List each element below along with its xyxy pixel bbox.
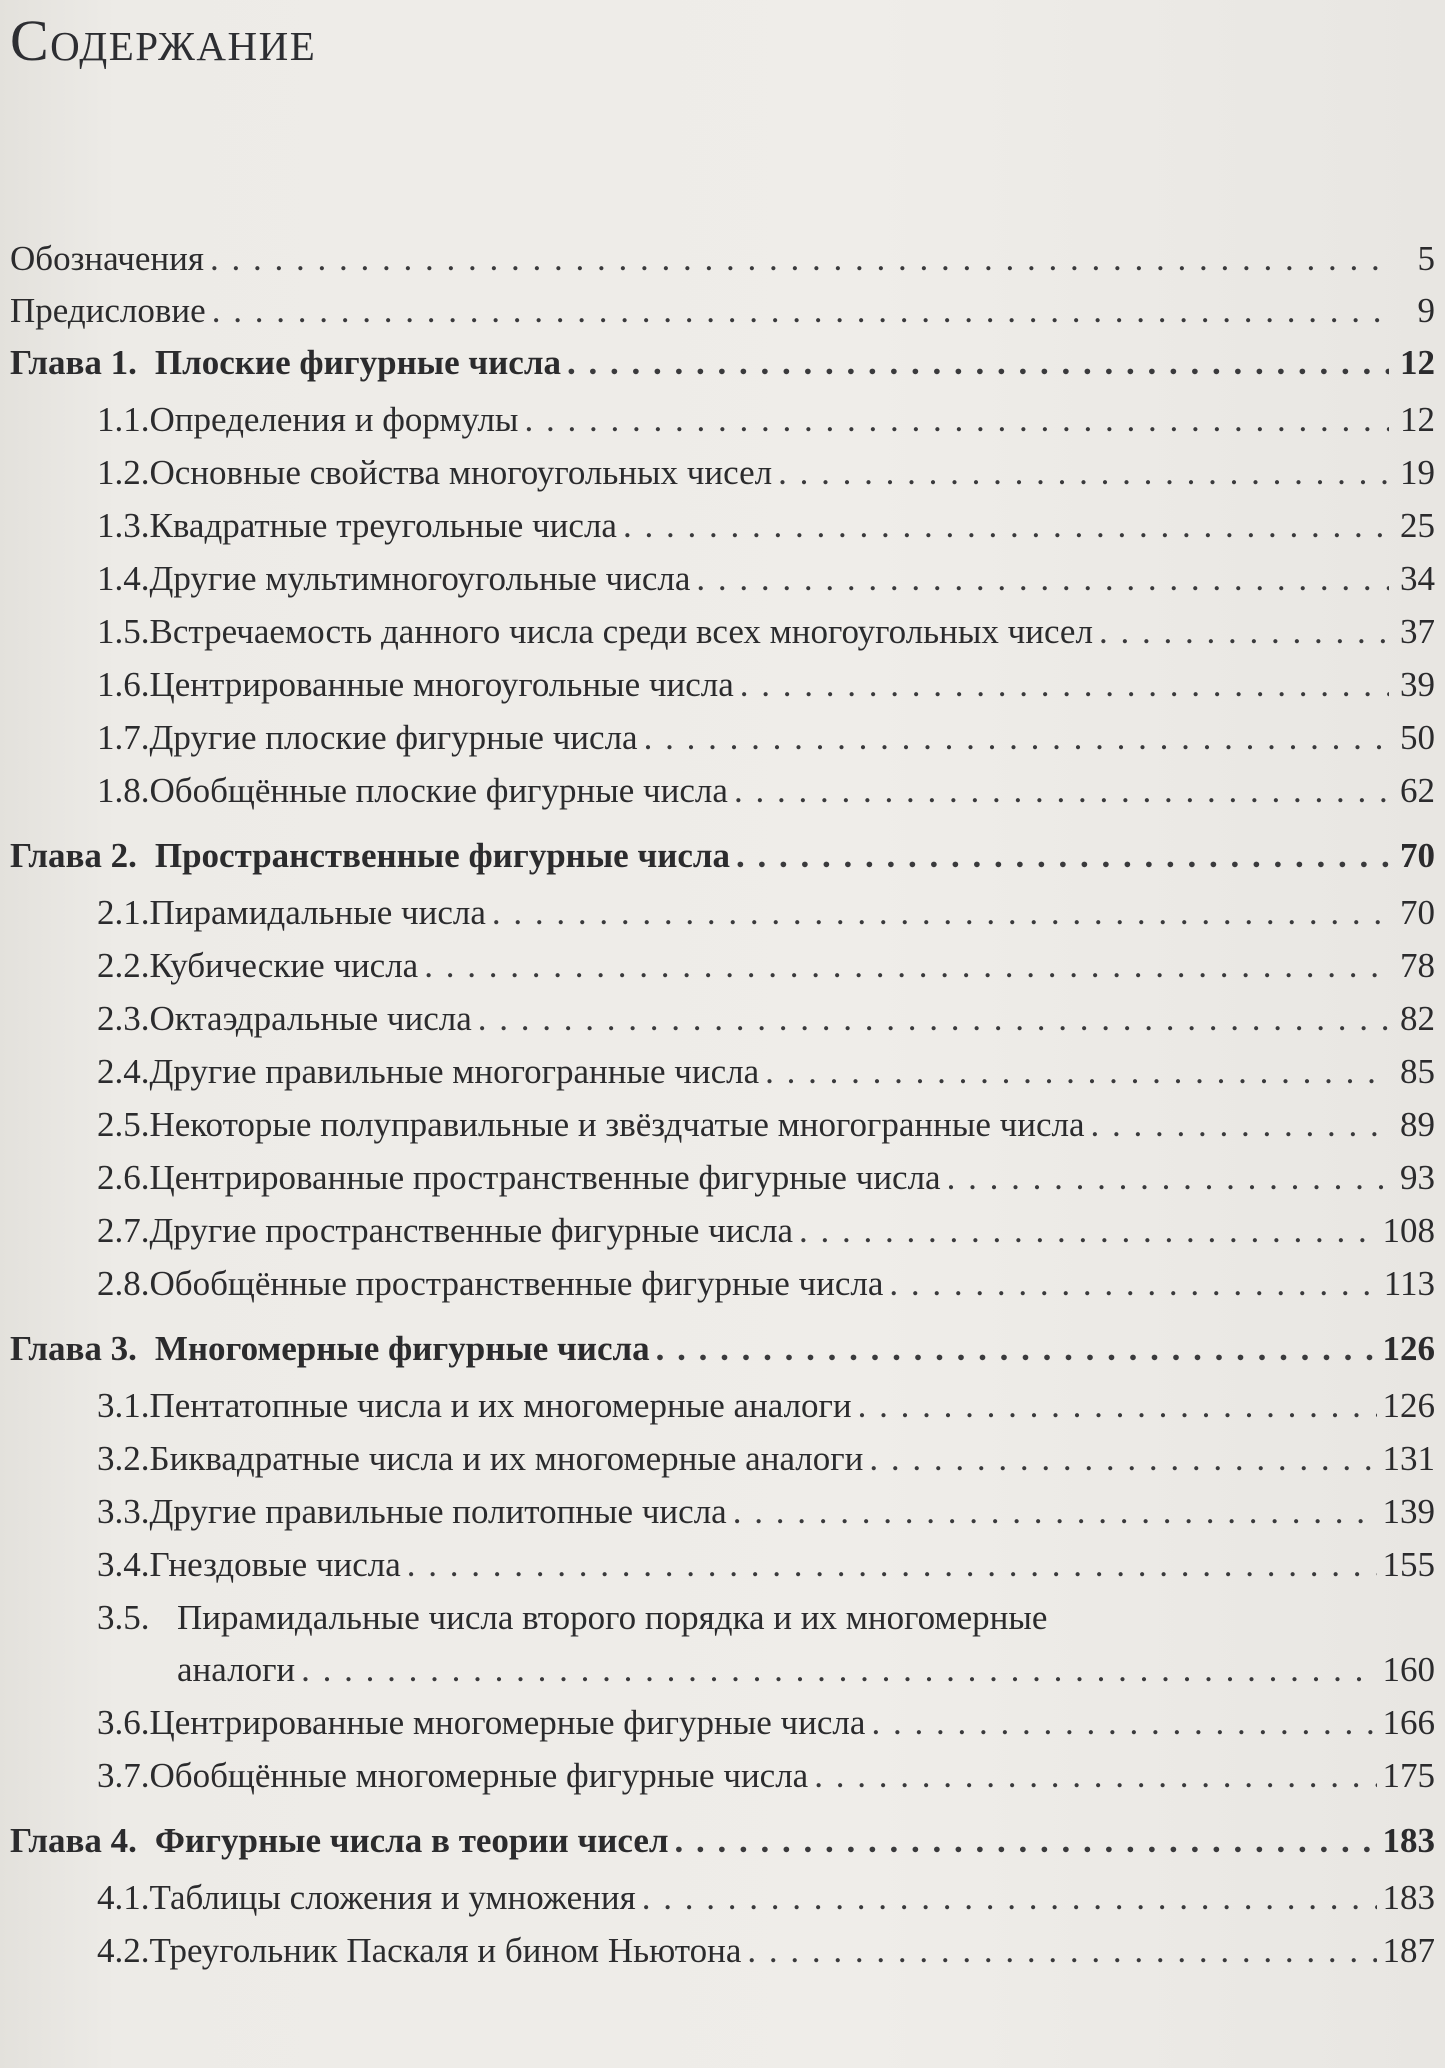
page-number: 82 [1400, 999, 1435, 1038]
section-title: Центрированные пространственные фигурные числа [149, 1158, 941, 1197]
page-number: 25 [1400, 506, 1435, 545]
section-number: 2.6. [97, 1158, 150, 1197]
page-number: 39 [1400, 665, 1435, 704]
section-title: Центрированные многоугольные числа [149, 665, 734, 704]
page-number: 175 [1382, 1756, 1435, 1795]
toc-entry[interactable] [97, 891, 1435, 935]
section-title: Обобщённые многомерные фигурные числа [149, 1756, 809, 1795]
toc-entry[interactable] [97, 1384, 1435, 1428]
page-number: 139 [1382, 1492, 1435, 1531]
page-number: 62 [1400, 771, 1435, 810]
section-title: Некоторые полуправильные и звёздчатые многогранные числа [149, 1105, 1085, 1144]
section-title: Другие плоские фигурные числа [149, 718, 638, 757]
section-number: 2.1. [97, 893, 150, 932]
dot-leader [814, 1754, 1376, 1798]
section-number: 3.4. [97, 1545, 150, 1584]
section-number: 1.7. [97, 718, 150, 757]
page-number: 9 [1417, 291, 1435, 330]
dot-leader [799, 1209, 1376, 1253]
section-title: Таблицы сложения и умножения [149, 1878, 636, 1917]
toc-entry[interactable] [97, 1543, 1435, 1587]
toc-entry[interactable] [97, 1490, 1435, 1534]
section-title: Другие правильные многогранные числа [149, 1052, 760, 1091]
section-number: 2.8. [97, 1264, 150, 1303]
chapter-entry[interactable] [10, 1819, 1435, 1863]
dot-leader [871, 1701, 1376, 1745]
section-number: 4.1. [97, 1878, 150, 1917]
section-number: 1.5. [97, 612, 150, 651]
dot-leader [696, 557, 1389, 601]
section-title: Предисловие [10, 291, 206, 330]
dot-leader [623, 504, 1389, 548]
page-number: 187 [1382, 1931, 1435, 1970]
toc-entry[interactable] [97, 451, 1435, 495]
page-number: 126 [1382, 1386, 1435, 1425]
page-number: 70 [1400, 836, 1435, 875]
chapter-title: Пространственные фигурные числа [154, 836, 731, 875]
dot-leader [478, 997, 1389, 1041]
dot-leader [656, 1327, 1377, 1371]
page-number: 183 [1382, 1878, 1435, 1917]
page-number: 166 [1382, 1703, 1435, 1742]
section-title: Центрированные многомерные фигурные числа [149, 1703, 866, 1742]
page-number: 78 [1400, 946, 1435, 985]
section-number: 2.4. [97, 1052, 150, 1091]
toc-entry[interactable] [97, 1103, 1435, 1147]
chapter-entry[interactable] [10, 834, 1435, 878]
dot-leader [740, 663, 1389, 707]
page-number: 126 [1382, 1329, 1435, 1368]
page-number: 93 [1400, 1158, 1435, 1197]
chapter-number: Глава 3. [10, 1329, 137, 1368]
chapter-number: Глава 2. [10, 836, 137, 875]
section-title: Кубические числа [149, 946, 419, 985]
dot-leader [869, 1437, 1376, 1481]
chapter-title: Фигурные числа в теории чисел [154, 1821, 669, 1860]
page-number: 131 [1382, 1439, 1435, 1478]
section-number: 2.7. [97, 1211, 150, 1250]
dot-leader [675, 1819, 1377, 1863]
toc-entry[interactable] [97, 944, 1435, 988]
toc-entry[interactable] [97, 610, 1435, 654]
section-number: 1.3. [97, 506, 150, 545]
section-title: Встречаемость данного числа среди всех многоугольных чисел [149, 612, 1093, 651]
toc-entry[interactable] [97, 1209, 1435, 1253]
dot-leader [778, 451, 1389, 495]
section-number: 2.2. [97, 946, 150, 985]
section-number: 4.2. [97, 1931, 150, 1970]
dot-leader [407, 1543, 1377, 1587]
section-number: 3.1. [97, 1386, 150, 1425]
section-number: 1.1. [97, 400, 150, 439]
dot-leader [301, 1648, 1376, 1692]
chapter-number: Глава 1. [10, 343, 137, 382]
section-title: Октаэдральные числа [149, 999, 472, 1038]
dot-leader [736, 834, 1389, 878]
toc-entry[interactable] [97, 997, 1435, 1041]
page-number: 50 [1400, 718, 1435, 757]
page-number: 70 [1400, 893, 1435, 932]
section-number: 3.5. [97, 1598, 150, 1637]
page-number: 183 [1382, 1821, 1435, 1860]
toc-entry[interactable] [97, 1701, 1435, 1745]
toc-entry[interactable] [97, 1050, 1435, 1094]
section-number: 1.6. [97, 665, 150, 704]
dot-leader [1091, 1103, 1389, 1147]
section-title: Треугольник Паскаля и бином Ньютона [149, 1931, 742, 1970]
section-title: Квадратные треугольные числа [149, 506, 617, 545]
toc-entry[interactable] [97, 1262, 1435, 1306]
dot-leader [492, 891, 1389, 935]
page-number: 89 [1400, 1105, 1435, 1144]
dot-leader [212, 289, 1389, 333]
section-title: Пирамидальные числа второго порядка и их многомерные [177, 1598, 1048, 1637]
section-title: Другие мультимногоугольные числа [149, 559, 691, 598]
section-title: Другие правильные политопные числа [149, 1492, 727, 1531]
chapter-entry[interactable] [10, 341, 1435, 385]
dot-leader [642, 1876, 1377, 1920]
section-title-first-line [97, 1596, 1047, 1640]
dot-leader [1099, 610, 1389, 654]
page-number: 34 [1400, 559, 1435, 598]
section-number: 3.2. [97, 1439, 150, 1478]
toc-entry[interactable] [97, 663, 1435, 707]
section-title: Другие пространственные фигурные числа [149, 1211, 794, 1250]
section-number: 3.3. [97, 1492, 150, 1531]
toc-entry[interactable] [177, 1648, 1435, 1692]
dot-leader [210, 237, 1389, 281]
toc-entry[interactable] [97, 1929, 1435, 1973]
section-number: 1.2. [97, 453, 150, 492]
section-title: Обобщённые плоские фигурные числа [149, 771, 728, 810]
page-number: 37 [1400, 612, 1435, 651]
dot-leader [644, 716, 1389, 760]
section-title: Определения и формулы [149, 400, 519, 439]
dot-leader [734, 769, 1389, 813]
page-number: 12 [1400, 400, 1435, 439]
toc-entry[interactable] [97, 1437, 1435, 1481]
dot-leader [733, 1490, 1377, 1534]
page-number: 12 [1400, 343, 1435, 382]
section-title: Пентатопные числа и их многомерные аналоги [149, 1386, 852, 1425]
toc-entry[interactable] [97, 398, 1435, 442]
dot-leader [858, 1384, 1377, 1428]
toc-entry[interactable] [97, 557, 1435, 601]
toc-entry[interactable] [97, 504, 1435, 548]
dot-leader [889, 1262, 1377, 1306]
section-title: Основные свойства многоугольных чисел [149, 453, 773, 492]
dot-leader [747, 1929, 1376, 1973]
toc-entry[interactable] [97, 769, 1435, 813]
page-number: 113 [1383, 1264, 1435, 1303]
section-number: 2.5. [97, 1105, 150, 1144]
page-number: 19 [1400, 453, 1435, 492]
chapter-number: Глава 4. [10, 1821, 137, 1860]
page-number: 160 [1382, 1650, 1435, 1689]
dot-leader [567, 341, 1389, 385]
page-number: 85 [1400, 1052, 1435, 1091]
dot-leader [424, 944, 1389, 988]
dot-leader [947, 1156, 1389, 1200]
toc-entry[interactable] [10, 289, 1435, 333]
section-title: Гнездовые числа [149, 1545, 401, 1584]
section-number: 3.6. [97, 1703, 150, 1742]
page-number: 5 [1417, 239, 1435, 278]
toc-entry[interactable] [97, 1876, 1435, 1920]
section-title: Обобщённые пространственные фигурные числа [149, 1264, 884, 1303]
toc-entry[interactable] [97, 1754, 1435, 1798]
section-number: 2.3. [97, 999, 150, 1038]
chapter-title: Многомерные фигурные числа [154, 1329, 650, 1368]
section-title: Биквадратные числа и их многомерные аналоги [149, 1439, 864, 1478]
section-title: аналоги [177, 1650, 296, 1689]
toc-entry[interactable] [97, 1156, 1435, 1200]
page-number: 108 [1382, 1211, 1435, 1250]
page-number: 155 [1382, 1545, 1435, 1584]
section-title: Пирамидальные числа [149, 893, 486, 932]
chapter-title: Плоские фигурные числа [154, 343, 561, 382]
toc-entry[interactable] [97, 716, 1435, 760]
section-number: 1.4. [97, 559, 150, 598]
section-number: 1.8. [97, 771, 150, 810]
section-number: 3.7. [97, 1756, 150, 1795]
dot-leader [765, 1050, 1389, 1094]
dot-leader [524, 398, 1389, 442]
toc-entry[interactable] [10, 237, 1435, 281]
chapter-entry[interactable] [10, 1327, 1435, 1371]
section-title: Обозначения [10, 239, 204, 278]
page-title: Содержание [10, 8, 317, 73]
